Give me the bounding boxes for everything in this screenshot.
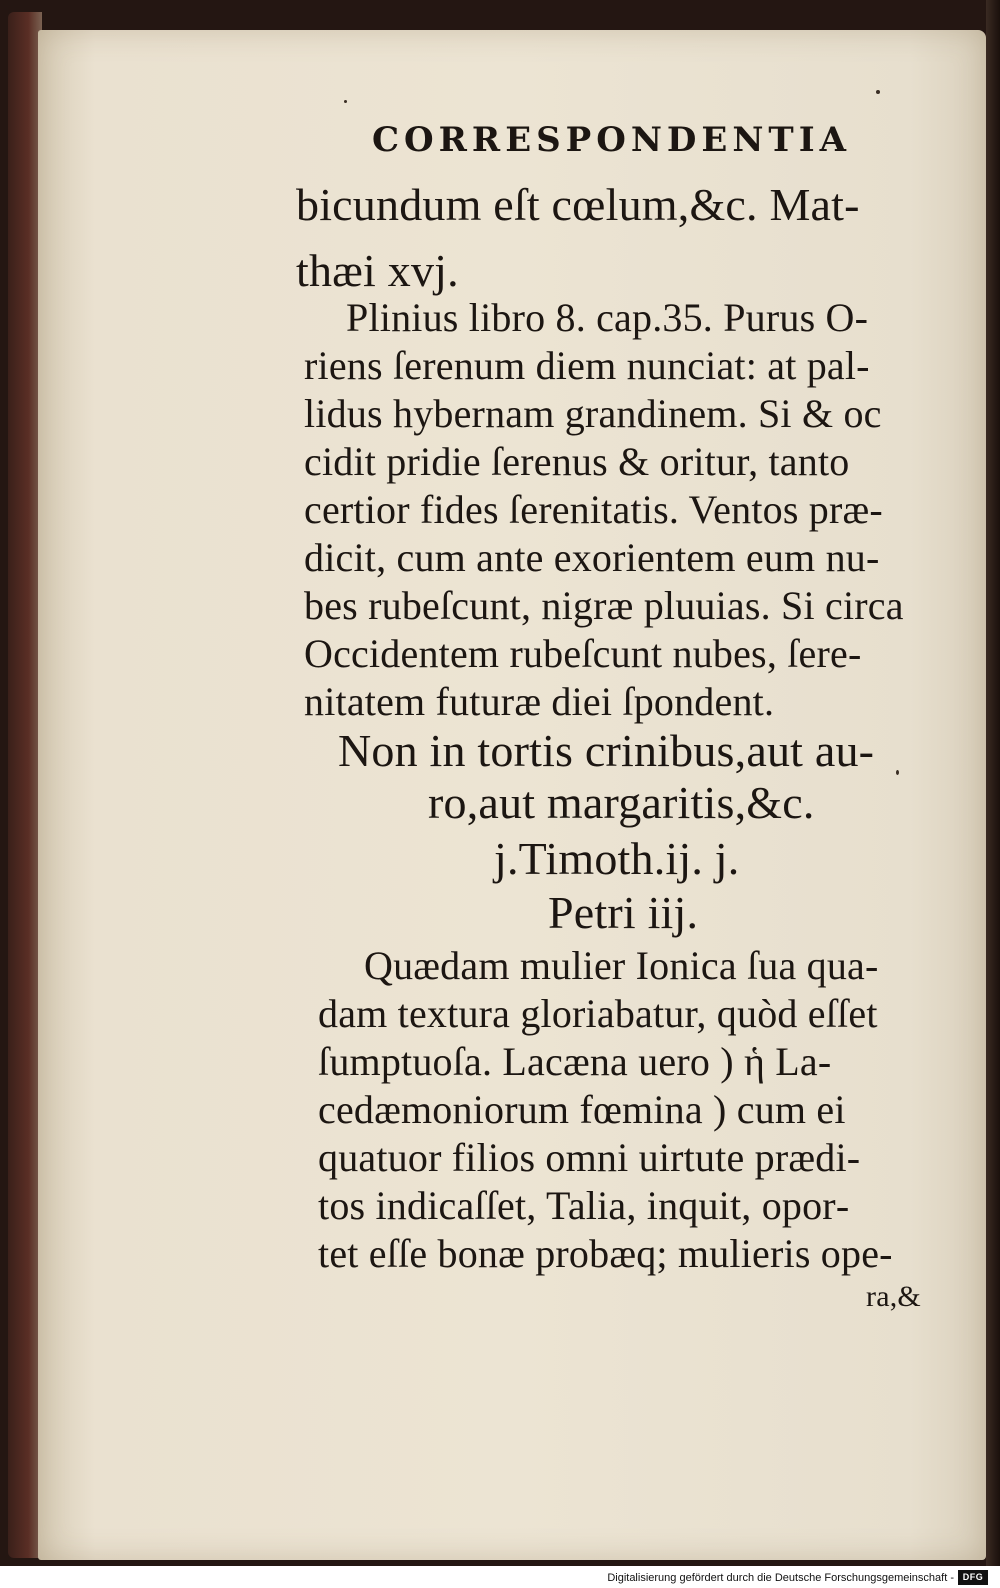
text-line: thæi xvj. xyxy=(296,245,459,296)
scripture-heading-line: j.Timoth.ij. j. xyxy=(494,833,740,884)
text-line: Plinius libro 8. cap.35. Purus O‑ xyxy=(346,295,869,340)
text-line: Occidentem rubeſcunt nubes, ſere‑ xyxy=(304,631,862,676)
running-head: CORRESPONDENTIA xyxy=(372,120,851,160)
scripture-heading-line: Non in tortis crinibus,aut au‑ xyxy=(338,725,875,776)
book-binding-edge xyxy=(8,12,42,1558)
text-line: tos indicaſſet, Talia, inquit, opor‑ xyxy=(318,1183,850,1228)
text-line: cedæmoniorum fœmina ) cum ei xyxy=(318,1087,846,1132)
scripture-heading-line: ro,aut margaritis,&c. xyxy=(428,777,815,828)
text-line: dicit, cum ante exorientem eum nu‑ xyxy=(304,535,880,580)
text-line: certior fides ſerenitatis. Ventos præ‑ xyxy=(304,487,883,532)
ink-speck xyxy=(896,770,899,775)
text-line: nitatem futuræ diei ſpondent. xyxy=(304,679,775,724)
catchword: ra,& xyxy=(866,1280,921,1313)
dfg-logo: DFG xyxy=(958,1570,988,1585)
page-text xyxy=(38,30,986,1560)
funding-credit: Digitalisierung gefördert durch die Deutsche Forschungsgemeinschaft - xyxy=(607,1572,954,1584)
book-right-edge xyxy=(986,0,1000,1566)
scripture-heading-line: Petri iij. xyxy=(548,887,699,938)
text-line: tet eſſe bonæ probæq; mulieris ope‑ xyxy=(318,1231,893,1276)
text-line: Quædam mulier Ionica ſua qua‑ xyxy=(364,943,879,988)
book-page xyxy=(38,30,986,1560)
text-line: dam textura gloriabatur, quòd eſſet xyxy=(318,991,878,1036)
ink-speck xyxy=(344,100,347,103)
ink-speck xyxy=(876,90,880,94)
text-line: riens ſerenum diem nunciat: at pal‑ xyxy=(304,343,870,388)
text-line: lidus hybernam grandinem. Si & oc xyxy=(304,391,882,436)
text-line: cidit pridie ſerenus & oritur, tanto xyxy=(304,439,850,484)
text-line: bes rubeſcunt, nigræ pluuias. Si circa xyxy=(304,583,904,628)
text-line: ſumptuoſa. Lacæna uero ) ἡ La‑ xyxy=(318,1039,832,1084)
text-line: bicundum eſt cœlum,&c. Mat‑ xyxy=(296,179,860,230)
text-line: quatuor filios omni uirtute prædi‑ xyxy=(318,1135,861,1180)
